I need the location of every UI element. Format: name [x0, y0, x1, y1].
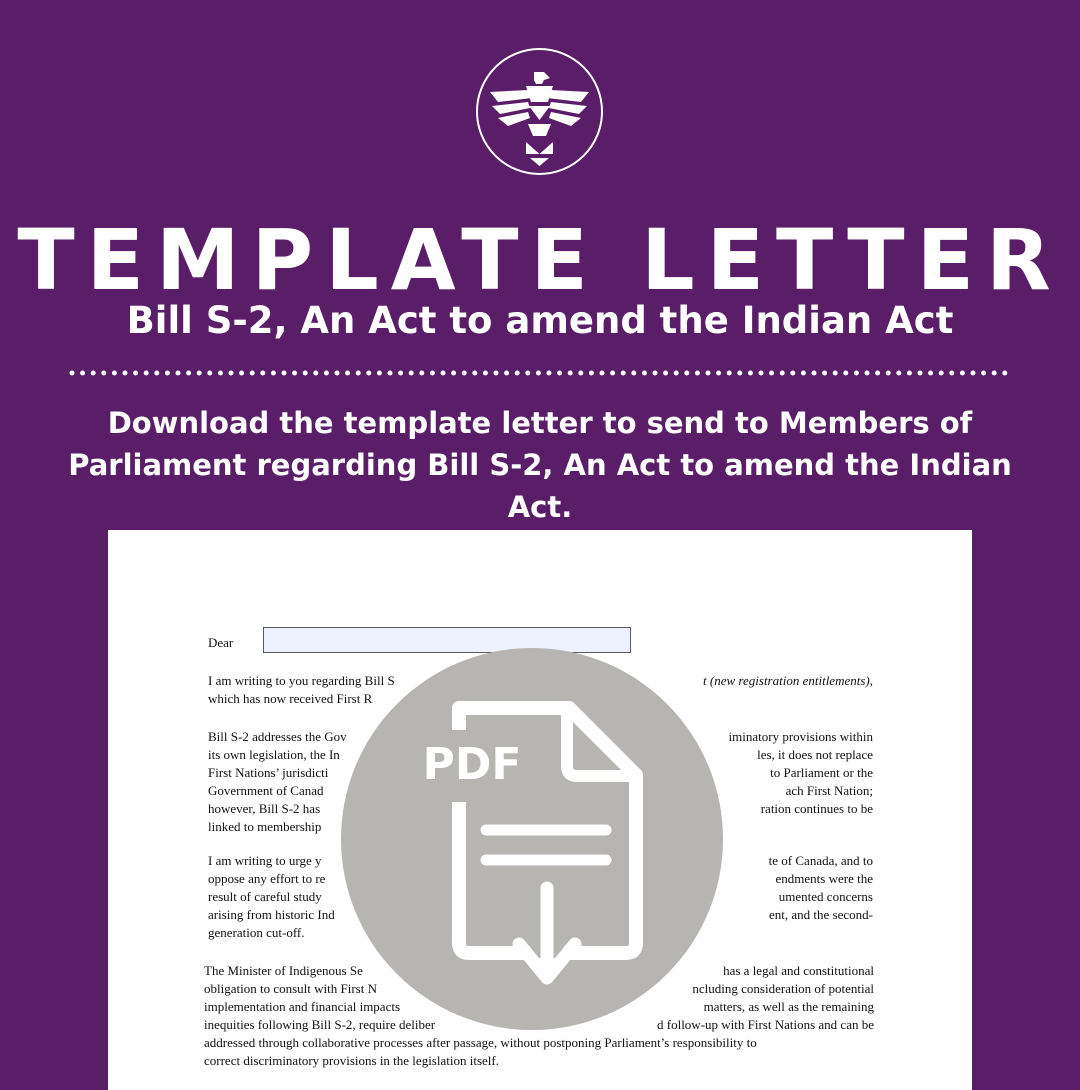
letter-line: to Parliament or the: [770, 765, 873, 780]
letter-line: Bill S-2 addresses the Gov: [208, 729, 347, 744]
dotted-divider: [68, 368, 1012, 378]
letter-line: les, it does not replace: [757, 747, 873, 762]
pdf-download-button[interactable]: [341, 648, 723, 1030]
page-subtitle: Bill S-2, An Act to amend the Indian Act: [126, 299, 954, 342]
pdf-download-icon: [341, 648, 723, 1030]
letter-line: inequities following Bill S-2, require deliber: [204, 1017, 436, 1032]
description-line-1: Download the template letter to send to Members of: [107, 406, 973, 440]
salutation-label: Dear: [208, 635, 234, 650]
letter-line: implementation and financial impacts: [204, 999, 401, 1014]
letter-line: result of careful study: [208, 889, 322, 904]
letter-line: its own legislation, the In: [208, 747, 340, 762]
letter-line: linked to membership: [208, 819, 322, 834]
letter-line: obligation to consult with First N: [204, 981, 377, 996]
letter-line: matters, as well as the remaining: [703, 999, 874, 1014]
letter-line: ent, and the second-: [769, 907, 873, 922]
pdf-label: PDF: [422, 739, 522, 790]
page-title: TEMPLATE LETTER: [17, 211, 1063, 309]
letter-line: addressed through collaborative processes after passage, without postponing Parliament’s responsibility to: [204, 1035, 757, 1050]
letter-line: I am writing to you regarding Bill S: [208, 673, 395, 688]
description: [40, 402, 1040, 528]
letter-line: iminatory provisions within: [728, 729, 873, 744]
letter-line: has a legal and constitutional: [723, 963, 874, 978]
organization-logo: [476, 48, 603, 175]
letter-line: t (new registration entitlements),: [703, 673, 873, 688]
letter-line: te of Canada, and to: [768, 853, 873, 868]
letter-line: Government of Canad: [208, 783, 324, 798]
letter-line: I am writing to urge y: [208, 853, 322, 868]
letter-line: generation cut-off.: [208, 925, 305, 940]
letter-line: d follow-up with First Nations and can be: [657, 1017, 874, 1032]
thunderbird-icon: [478, 50, 601, 173]
letter-line: which has now received First R: [208, 691, 373, 706]
letter-line: umented concerns: [778, 889, 873, 904]
letter-line: First Nations’ jurisdicti: [208, 765, 329, 780]
letter-line: ach First Nation;: [785, 783, 873, 798]
letter-line: ration continues to be: [760, 801, 873, 816]
letter-line: The Minister of Indigenous Se: [204, 963, 363, 978]
description-line-2: Parliament regarding Bill S-2, An Act to amend the Indian Act.: [68, 448, 1012, 524]
letter-line: arising from historic Ind: [208, 907, 335, 922]
letter-line: correct discriminatory provisions in the legislation itself.: [204, 1053, 499, 1068]
letter-line: oppose any effort to re: [208, 871, 326, 886]
letter-line: endments were the: [775, 871, 873, 886]
letter-line: however, Bill S-2 has: [208, 801, 321, 816]
letter-line: ncluding consideration of potential: [692, 981, 874, 996]
